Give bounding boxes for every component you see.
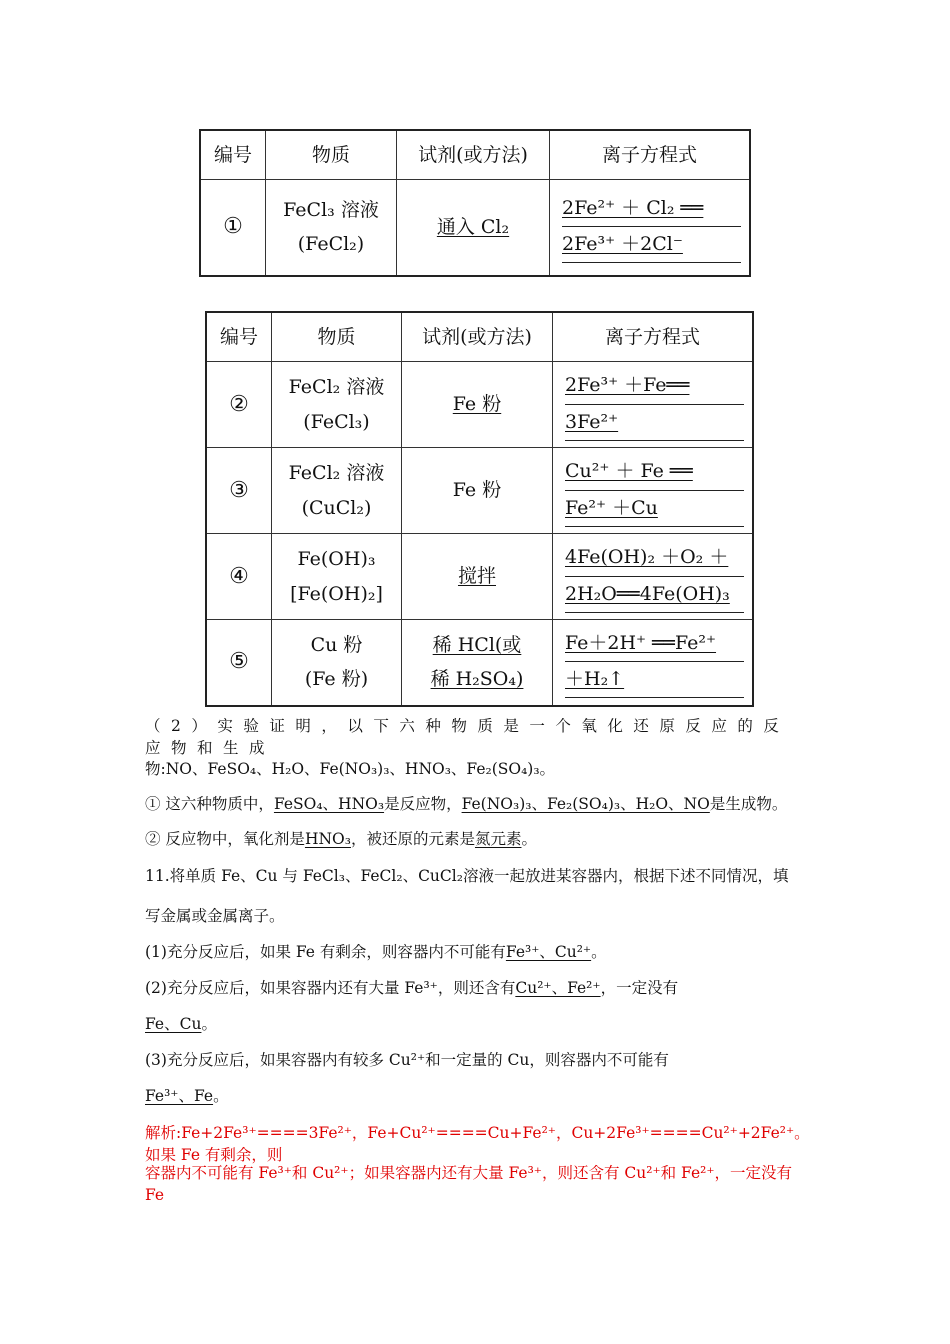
row-reagent <box>402 620 553 706</box>
substance-line: (Fe 粉) <box>304 668 369 691</box>
q2-b-post: 。 <box>521 830 537 848</box>
q2-part-a <box>145 794 815 816</box>
equation-line: ＋H₂↑ <box>565 662 744 698</box>
table-1-header-row <box>200 130 750 180</box>
row-equation <box>550 180 751 276</box>
row-number: ④ <box>206 534 272 620</box>
equation-line: 3Fe²⁺ <box>565 405 744 441</box>
table-2 <box>205 311 754 707</box>
row-number: ② <box>206 362 272 448</box>
substance-line: FeCl₂ 溶液 <box>288 462 385 485</box>
analysis-line-2: 容器内不可能有 Fe³⁺和 Cu²⁺；如果容器内还有大量 Fe³⁺，则还含有 Cu²⁺和 Fe²⁺，一定没有 Fe <box>145 1164 793 1204</box>
q2-b-mid: ，被还原的元素是 <box>350 830 475 848</box>
header-number: 编号 <box>200 130 266 180</box>
p3-post: 。 <box>213 1087 229 1105</box>
equation-line: 4Fe(OH)₂ ＋O₂ ＋ <box>565 540 744 576</box>
row-equation <box>553 362 754 448</box>
row-equation <box>553 534 754 620</box>
q2-part-b <box>145 829 815 851</box>
row-substance <box>272 534 402 620</box>
header-substance: 物质 <box>266 130 397 180</box>
q2-b-answer-element: 氮元素 <box>474 830 522 848</box>
substance-line: (CuCl₂) <box>301 496 372 519</box>
substance-line: (FeCl₂) <box>297 233 365 256</box>
row-substance <box>272 448 402 534</box>
equation-line: 2H₂O══4Fe(OH)₃ <box>565 577 744 613</box>
q11-line-1: 11.将单质 Fe、Cu 与 FeCl₃、FeCl₂、CuCl₂溶液一起放进某容器内，根据下述不同情况，填 <box>145 867 789 885</box>
equation-line: Fe＋2H⁺ ══Fe²⁺ <box>565 626 744 662</box>
substance-line: [Fe(OH)₂] <box>290 582 383 605</box>
reagent-answer: 稀 H₂SO₄) <box>430 668 524 691</box>
row-substance <box>272 362 402 448</box>
substance-line: Fe(OH)₃ <box>297 548 376 571</box>
row-substance <box>272 620 402 706</box>
q2-a-answer-products: Fe(NO₃)₃、Fe₂(SO₄)₃、H₂O、NO <box>461 795 710 813</box>
p3-answer: Fe³⁺、Fe <box>145 1087 214 1105</box>
table-row <box>206 362 753 448</box>
table-row <box>206 534 753 620</box>
row-equation <box>553 620 754 706</box>
p2-answer-present: Cu²⁺、Fe²⁺ <box>515 979 601 997</box>
table-row <box>206 620 753 706</box>
row-reagent <box>397 180 550 276</box>
equation-line: 2Fe³⁺ ＋Fe══ <box>565 368 744 404</box>
table-2-header-row <box>206 312 753 362</box>
reagent-answer: Fe 粉 <box>452 393 502 416</box>
q2-a-pre: ① 这六种物质中， <box>145 795 274 813</box>
row-number: ① <box>200 180 266 276</box>
substance-line: FeCl₃ 溶液 <box>283 199 379 222</box>
q2-a-answer-reactants: FeSO₄、HNO₃ <box>273 795 385 813</box>
reagent-answer: 稀 HCl(或 <box>432 634 522 657</box>
q2-b-answer-oxidant: HNO₃ <box>304 830 351 848</box>
table-1 <box>199 129 751 277</box>
table-row <box>206 448 753 534</box>
reagent-answer: 搅拌 <box>457 565 496 588</box>
row-number: ③ <box>206 448 272 534</box>
equation-line: 2Fe²⁺ ＋ Cl₂ ══ <box>562 191 741 227</box>
table-row <box>200 180 750 276</box>
q2-line-2: 物:NO、FeSO₄、H₂O、Fe(NO₃)₃、HNO₃、Fe₂(SO₄)₃。 <box>145 760 556 778</box>
row-reagent <box>402 534 553 620</box>
p1-post: 。 <box>591 943 607 961</box>
q2-a-post: 是生成物。 <box>709 795 788 813</box>
header-substance: 物质 <box>272 312 402 362</box>
header-equation: 离子方程式 <box>553 312 754 362</box>
equation-line: Cu²⁺ ＋ Fe ══ <box>565 454 744 490</box>
substance-line: FeCl₂ 溶液 <box>288 376 385 399</box>
header-reagent: 试剂(或方法) <box>402 312 553 362</box>
q11-part-3 <box>145 1050 815 1072</box>
substance-line: Cu 粉 <box>310 634 363 657</box>
header-equation: 离子方程式 <box>550 130 751 180</box>
p2-mid: ，一定没有 <box>600 979 679 997</box>
row-reagent <box>402 448 553 534</box>
q11-part-3-cont <box>145 1086 815 1108</box>
q11-part-2-cont <box>145 1014 815 1036</box>
p3-pre: (3)充分反应后，如果容器内有较多 Cu²⁺和一定量的 Cu，则容器内不可能有 <box>145 1051 669 1069</box>
row-number: ⑤ <box>206 620 272 706</box>
p2-post: 。 <box>201 1015 217 1033</box>
equation-line: Fe²⁺ ＋Cu <box>565 491 744 527</box>
row-substance <box>266 180 397 276</box>
p1-answer: Fe³⁺、Cu²⁺ <box>505 943 592 961</box>
q11-line-2: 写金属或金属离子。 <box>145 907 285 925</box>
header-number: 编号 <box>206 312 272 362</box>
q2-a-mid: 是反应物， <box>384 795 462 813</box>
q11-part-2 <box>145 978 815 1000</box>
substance-line: (FeCl₃) <box>303 410 370 433</box>
reagent-answer: 通入 Cl₂ <box>436 216 510 239</box>
p1-pre: (1)充分反应后，如果 Fe 有剩余，则容器内不可能有 <box>145 943 506 961</box>
reagent-answer: Fe 粉 <box>452 479 502 502</box>
analysis-line-1: 解析:Fe+2Fe³⁺====3Fe²⁺，Fe+Cu²⁺====Cu+Fe²⁺，Cu+2Fe³⁺====Cu²⁺+2Fe²⁺。如果 Fe 有剩余，则 <box>145 1124 810 1164</box>
q11-part-1 <box>145 942 815 964</box>
p2-pre: (2)充分反应后，如果容器内还有大量 Fe³⁺，则还含有 <box>145 979 516 997</box>
header-reagent: 试剂(或方法) <box>397 130 550 180</box>
q2-b-pre: ② 反应物中，氧化剂是 <box>145 830 305 848</box>
p2-answer-absent: Fe、Cu <box>145 1015 202 1033</box>
row-equation <box>553 448 754 534</box>
q2-line-1: （2）实验证明，以下六种物质是一个氧化还原反应的反应物和生成 <box>145 717 790 757</box>
row-reagent <box>402 362 553 448</box>
equation-line: 2Fe³⁺ ＋2Cl⁻ <box>562 227 741 263</box>
